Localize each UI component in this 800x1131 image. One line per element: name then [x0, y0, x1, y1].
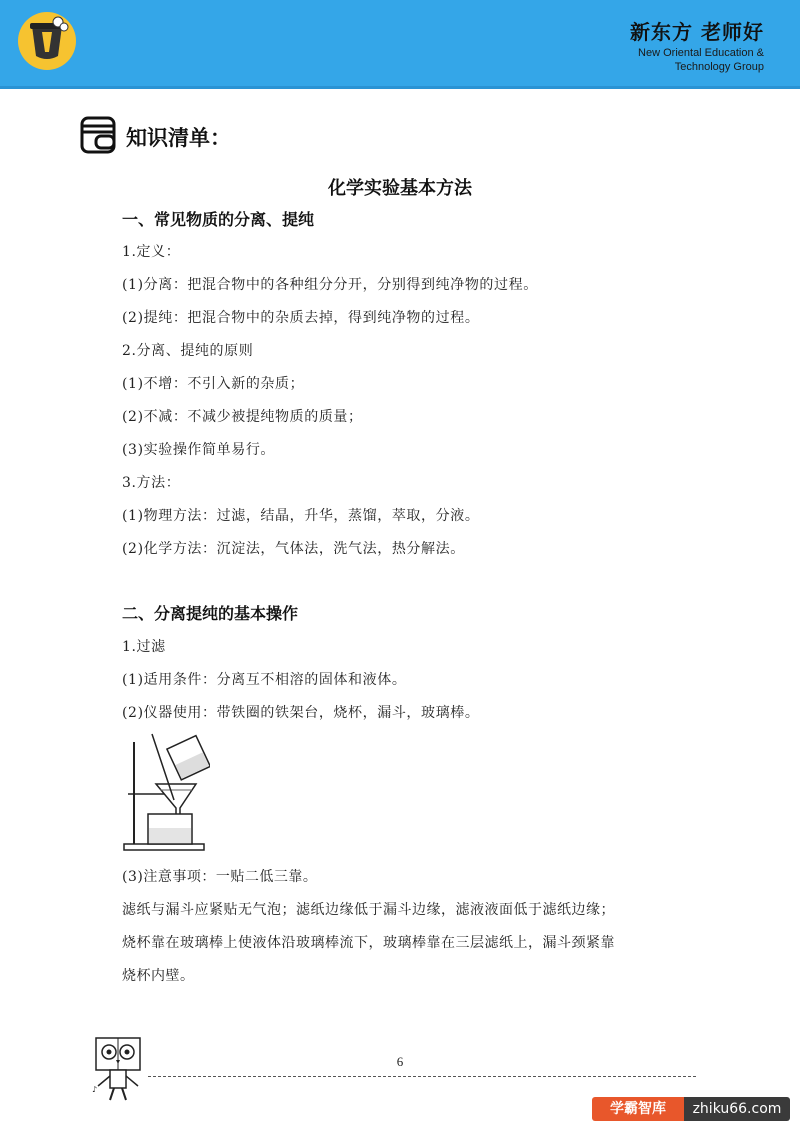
text-line: (2)不减：不减少被提纯物质的质量； — [122, 409, 363, 425]
text-line: (1)适用条件：分离互不相溶的固体和液体。 — [122, 672, 407, 688]
brand-subtitle-line2: Technology Group — [674, 61, 764, 73]
text-line: (2)仪器使用：带铁圈的铁架台，烧杯，漏斗，玻璃棒。 — [122, 705, 480, 721]
text-line: 烧杯靠在玻璃棒上使液体沿玻璃棒流下，玻璃棒靠在三层滤纸上，漏斗颈紧靠 — [122, 935, 615, 951]
text-line: (2)化学方法：沉淀法，气体法，洗气法，热分解法。 — [122, 541, 465, 557]
brand-title: 新东方 老师好 — [630, 20, 764, 44]
text-line: 1.定义： — [122, 244, 181, 260]
brand-subtitle-line1: New Oriental Education & — [638, 47, 764, 59]
new-oriental-logo-icon — [18, 12, 76, 70]
watermark-url: zhiku66.com — [684, 1097, 790, 1121]
knowledge-list-title: 知识清单： — [126, 125, 231, 150]
page-header — [0, 0, 800, 89]
watermark-badge — [592, 1097, 790, 1121]
text-line: 3.方法： — [122, 475, 181, 491]
filtration-apparatus-icon — [120, 728, 210, 858]
text-line: (2)提纯：把混合物中的杂质去掉，得到纯净物的过程。 — [122, 310, 480, 326]
text-line: (1)物理方法：过滤，结晶，升华，蒸馏，萃取，分液。 — [122, 508, 480, 524]
owl-mascot-icon — [90, 1036, 146, 1106]
notebook-icon — [80, 116, 116, 158]
section-heading-1: 一、常见物质的分离、提纯 — [122, 210, 315, 229]
watermark-brand: 学霸智库 — [592, 1097, 684, 1121]
text-line: 2.分离、提纯的原则 — [122, 343, 254, 359]
text-line: (1)分离：把混合物中的各种组分分开，分别得到纯净物的过程。 — [122, 277, 538, 293]
text-line: (1)不增：不引入新的杂质； — [122, 376, 305, 392]
text-line: 1.过滤 — [122, 639, 166, 655]
section-heading-2: 二、分离提纯的基本操作 — [122, 604, 299, 623]
text-line: 烧杯内壁。 — [122, 968, 195, 984]
document-title: 化学实验基本方法 — [328, 178, 472, 199]
text-line: (3)实验操作简单易行。 — [122, 442, 276, 458]
footer-divider — [148, 1076, 696, 1077]
text-line: (3)注意事项：一贴二低三靠。 — [122, 869, 318, 885]
svg-text:♪: ♪ — [92, 1085, 98, 1094]
page-number: 6 — [396, 1054, 404, 1069]
text-line: 滤纸与漏斗应紧贴无气泡；滤纸边缘低于漏斗边缘，滤液液面低于滤纸边缘； — [122, 902, 615, 918]
brand-subtitle — [638, 46, 764, 74]
